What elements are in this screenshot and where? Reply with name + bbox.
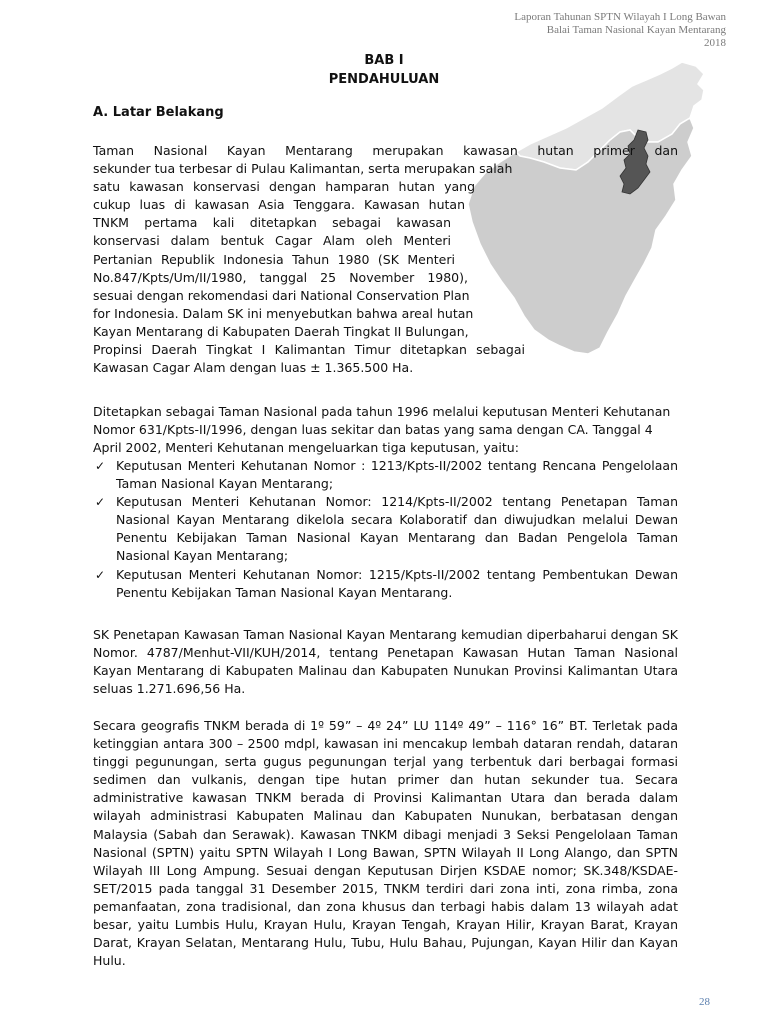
decree-text: Keputusan Menteri Kehutanan Nomor: 1214/Kpts-II/2002 tentang Penetapan Taman Nasional Kayan Mentarang dikelola secara Kolaboratif dan diwujudkan melalui Dewan Penentu Kebijakan Taman Nasional Kayan Mentarang dan Badan Pengelola Taman Nasional Kayan Mentarang; [116,494,678,564]
decree-text: Keputusan Menteri Kehutanan Nomor: 1215/Kpts-II/2002 tentang Pembentukan Dewan Penentu Kebijakan Taman Nasional Kayan Mentarang. [116,566,678,600]
header-year: 2018 [704,37,726,49]
check-icon: ✓ [95,459,106,473]
header-report-title: Laporan Tahunan SPTN Wilayah I Long Bawan [514,11,726,23]
intro-line: cukup luas di kawasan Asia Tenggara. Kawasan hutan [93,197,465,213]
intro-line: sekunder tua terbesar di Pulau Kalimantan, serta merupakan salah [93,161,513,177]
decree-list-item [93,493,678,565]
intro-line: Kayan Mentarang di Kabupaten Daerah Tingkat II Bulungan, [93,323,469,339]
page-number: 28 [699,996,710,1008]
intro-line: for Indonesia. Dalam SK ini menyebutkan bahwa areal hutan [93,305,474,321]
intro-line: Propinsi Daerah Tingkat I Kalimantan Timur ditetapkan sebagai [93,342,525,358]
chapter-number: BAB I [364,53,404,68]
renewal-paragraph: SK Penetapan Kawasan Taman Nasional Kayan Mentarang kemudian diperbaharui dengan SK Nomor. 4787/Menhut-VII/KUH/2014, tentang Penetapan Kawasan Hutan Taman Nasional Kayan Mentarang di Kabupaten Malinau dan Kabupaten Nunukan Provinsi Kalimantan Utara seluas 1.271.696,56 Ha. [93,627,678,697]
intro-line: konservasi dalam bentuk Cagar Alam oleh Menteri [93,233,451,249]
section-heading: A. Latar Belakang [93,105,224,120]
decree-text: Keputusan Menteri Kehutanan Nomor : 1213/Kpts-II/2002 tentang Rencana Pengelolaan Taman Nasional Kayan Mentarang; [116,458,678,492]
check-icon: ✓ [95,495,106,510]
decree-list [93,457,678,602]
decree-list-item [93,566,678,602]
intro-line: Taman Nasional Kayan Mentarang merupakan kawasan hutan primer dan [93,143,678,158]
intro-line: sesuai dengan rekomendasi dari National Conservation Plan [93,287,470,303]
intro-line: Pertanian Republik Indonesia Tahun 1980 (SK Menteri [93,251,455,267]
intro-line: TNKM pertama kali ditetapkan sebagai kawasan [93,215,451,231]
designation-paragraph: Ditetapkan sebagai Taman Nasional pada tahun 1996 melalui keputusan Menteri Kehutanan Nomor 631/Kpts-II/1996, dengan luas sekitar dan batas yang sama dengan CA. Tanggal 4 April 2002, Menteri Kehutanan mengeluarkan tiga keputusan, yaitu: [93,404,671,456]
running-header [514,11,726,50]
intro-line: Kawasan Cagar Alam dengan luas ± 1.365.500 Ha. [93,360,414,376]
header-institution: Balai Taman Nasional Kayan Mentarang [546,24,726,36]
intro-paragraph [93,142,678,377]
check-icon: ✓ [95,567,106,582]
intro-line: No.847/Kpts/Um/II/1980, tanggal 25 November 1980), [93,269,468,285]
intro-line: satu kawasan konservasi dengan hamparan hutan yang [93,179,475,195]
chapter-name: PENDAHULUAN [328,72,440,87]
geography-paragraph: Secara geografis TNKM berada di 1º 59” – 4º 24” LU 114º 49” – 116° 16” BT. Terletak pada ketinggian antara 300 – 2500 mdpl, kawasan ini mencakup lembah dataran rendah, dataran tinggi pegunungan, serta gugus pegunungan terjal yang terbentuk dari berbagai formasi sedimen dan vulkanis, dengan tipe hutan primer dan hutan sekunder tua. Secara administrative kawasan TNKM berada di Provinsi Kalimantan Utara dan berada dalam wilayah administrasi Kabupaten Malinau dan Kabupaten Nunukan, berbatasan dengan Malaysia (Sabah dan Serawak). Kawasan TNKM dibagi menjadi 3 Seksi Pengelolaan Taman Nasional (SPTN) yaitu SPTN Wilayah I Long Bawan, SPTN Wilayah II Long Alango, dan SPTN Wilayah III Long Ampung. Sesuai dengan Keputusan Dirjen KSDAE nomor; SK.348/KSDAE-SET/2015 pada tanggal 31 Desember 2015, TNKM terdiri dari zona inti, zona rimba, zona pemanfaatan, zona tradisional, dan zona khusus dan terbagi habis dalam 13 wilayah adat besar, yaitu Lumbis Hulu, Krayan Hulu, Krayan Tengah, Krayan Hilir, Krayan Barat, Krayan Darat, Krayan Selatan, Mentarang Hulu, Tubu, Hulu Bahau, Pujungan, Kayan Hilir dan Kayan Hulu. [93,718,678,969]
decree-list-item [93,457,678,493]
